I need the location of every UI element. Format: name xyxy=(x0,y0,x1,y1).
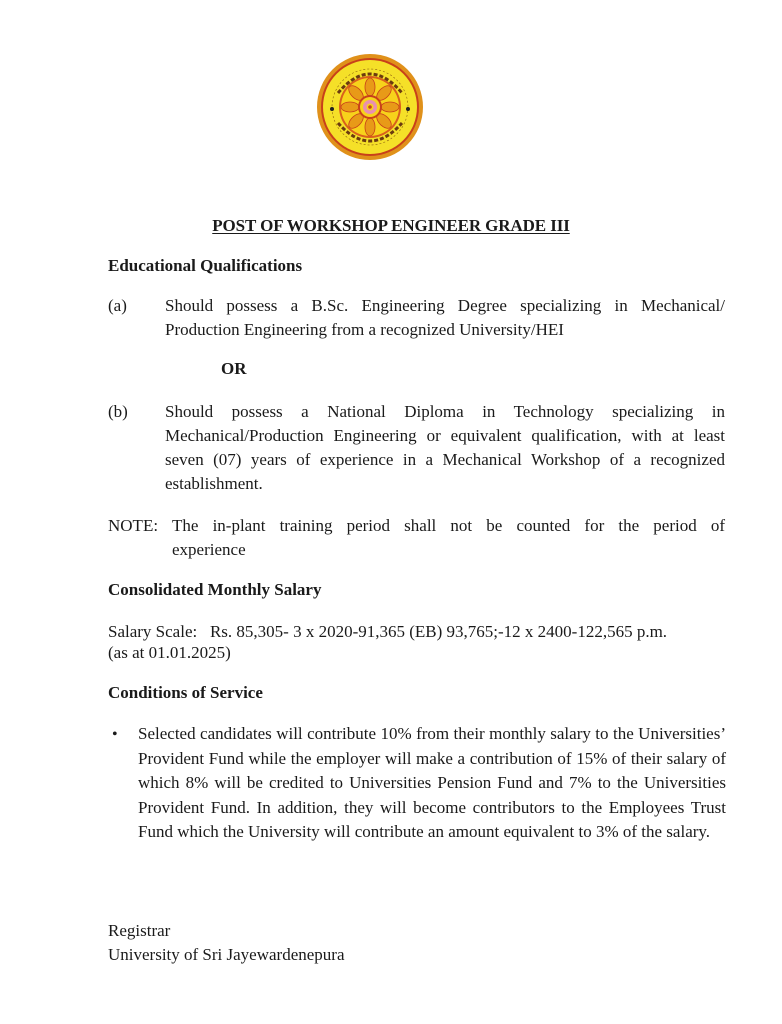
page-title: POST OF WORKSHOP ENGINEER GRADE III xyxy=(212,216,570,235)
option-a-line-2: Production Engineering from a recognized University/HEI xyxy=(165,320,564,339)
note-line-1: The in-plant training period shall not be counted for the period of xyxy=(172,516,725,535)
option-a-label: (a) xyxy=(108,296,127,315)
bullet-icon: • xyxy=(112,726,118,743)
conditions-heading: Conditions of Service xyxy=(108,683,263,702)
university-seal-icon xyxy=(316,53,424,161)
conditions-text: Selected candidates will contribute 10% from their monthly salary to the Universities’ Provident Fund while the employer will make a contribution of 15% of their salary of which 8% will be credited to Universities Pension Fund and 7% to the Universities Provident Fund. In addition, they will become contributors to the Employees Trust Fund which the University will contribute an amount equivalent to 3% of the salary. xyxy=(138,724,726,841)
option-b-text: Should possess a National Diploma in Technology specializing in Mechanical/Production Engineering or equivalent qualification, with at least seven (07) years of experience in a Mechanical Workshop of a recognized establishment. xyxy=(165,402,725,493)
note-label: NOTE: xyxy=(108,516,159,535)
note-line-2: experience xyxy=(172,540,246,559)
salary-heading: Consolidated Monthly Salary xyxy=(108,580,322,599)
option-a-line-1: Should possess a B.Sc. Engineering Degree specializing in Mechanical/ xyxy=(165,296,725,315)
educational-qualifications-heading: Educational Qualifications xyxy=(108,256,303,275)
salary-scale: Salary Scale: Rs. 85,305- 3 x 2020-91,365 (EB) 93,765;-12 x 2400-122,565 p.m. xyxy=(108,622,668,641)
salary-effective-date: (as at 01.01.2025) xyxy=(108,643,231,662)
signatory-organization: University of Sri Jayewardenepura xyxy=(108,945,345,964)
option-b-label: (b) xyxy=(108,402,128,421)
signatory-title: Registrar xyxy=(108,921,171,940)
or-separator: OR xyxy=(221,359,247,378)
